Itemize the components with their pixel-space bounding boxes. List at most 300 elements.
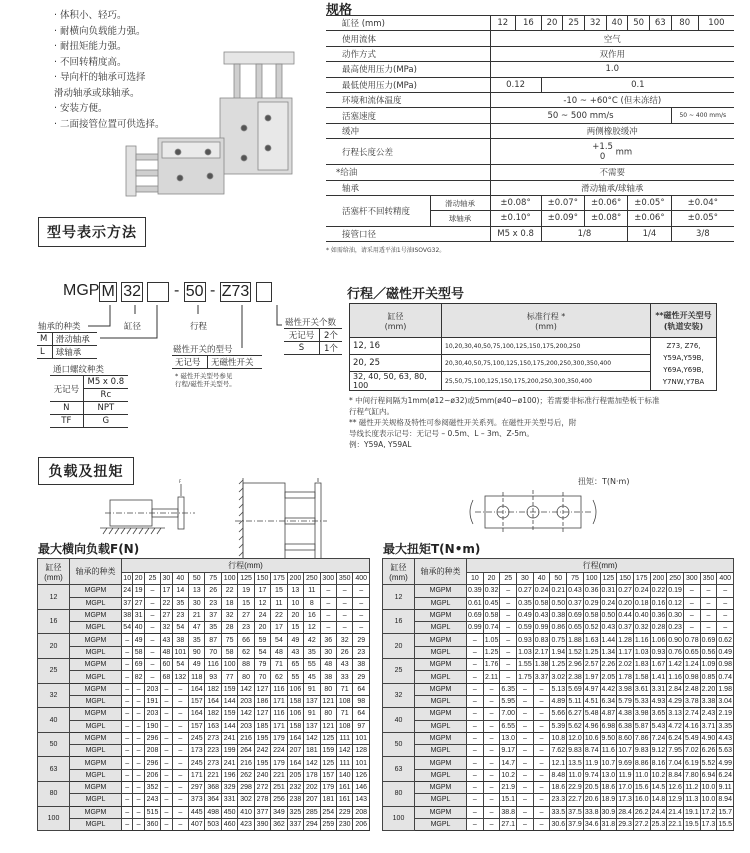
code-count-box — [256, 282, 272, 302]
stroke-col-header: 30 — [517, 573, 534, 585]
value-cell: – — [353, 585, 370, 597]
value-cell: 35 — [172, 597, 188, 609]
value-cell: 82 — [133, 671, 144, 683]
value-cell: 7.62 — [550, 745, 567, 757]
value-cell: – — [320, 585, 336, 597]
lateral-load-table — [37, 558, 370, 831]
table-row — [38, 695, 370, 707]
kind-cell: MGPL — [70, 671, 122, 683]
feature-item: · 体积小、轻巧。 — [54, 10, 127, 21]
value-cell: 8.84 — [667, 769, 684, 781]
value-cell: 2.02 — [617, 659, 634, 671]
value-cell: 161 — [336, 794, 352, 806]
stroke-col-header: 75 — [567, 573, 584, 585]
value-cell: 97 — [353, 720, 370, 732]
value-cell: 3.04 — [717, 695, 734, 707]
value-cell: 4.99 — [717, 757, 734, 769]
value-cell: 125 — [320, 732, 336, 744]
value-cell: 7.95 — [667, 745, 684, 757]
spec-row-cushion: 缓冲 两侧橡胶缓冲 — [326, 123, 734, 138]
value-cell: 111 — [336, 757, 352, 769]
value-cell: 352 — [144, 782, 160, 794]
value-cell: 0.76 — [667, 646, 684, 658]
value-cell: 0.43 — [533, 609, 550, 621]
value-cell: 49 — [287, 634, 303, 646]
value-cell: 1.03 — [633, 646, 650, 658]
value-cell: 23 — [238, 622, 254, 634]
switch-count-title: 磁性开关个数 — [285, 318, 337, 328]
value-cell: 0.59 — [517, 622, 534, 634]
value-cell: 349 — [271, 806, 287, 818]
value-cell: 71 — [336, 708, 352, 720]
value-cell: 0.49 — [717, 646, 734, 658]
value-cell: 4.72 — [667, 720, 684, 732]
value-cell: 10.2 — [500, 769, 517, 781]
value-cell: 181 — [304, 745, 320, 757]
stroke-col-header: 175 — [271, 573, 287, 585]
value-cell: 203 — [144, 708, 160, 720]
value-cell: 1.63 — [583, 634, 600, 646]
value-cell: – — [500, 634, 517, 646]
value-cell: 272 — [254, 782, 270, 794]
value-cell: 5.39 — [550, 720, 567, 732]
value-cell: 30 — [189, 597, 205, 609]
value-cell: 15.5 — [717, 818, 734, 830]
value-cell: – — [483, 782, 500, 794]
value-cell: – — [517, 708, 534, 720]
value-cell: 5.48 — [583, 708, 600, 720]
value-cell: – — [717, 622, 734, 634]
value-cell: 11.0 — [567, 769, 584, 781]
header-stroke: 行程(mm) — [467, 559, 734, 573]
value-cell: 245 — [189, 732, 205, 744]
value-cell: 4.38 — [617, 708, 634, 720]
value-cell: 3.61 — [633, 683, 650, 695]
kind-cell: MGPL — [415, 818, 467, 830]
kind-cell: MGPL — [415, 671, 467, 683]
value-cell: 55 — [287, 671, 303, 683]
value-cell: 3.71 — [700, 720, 717, 732]
table-row — [38, 818, 370, 830]
value-cell: 11 — [271, 597, 287, 609]
value-cell: 0.24 — [533, 585, 550, 597]
table-row — [38, 720, 370, 732]
value-cell: 0.20 — [617, 597, 634, 609]
value-cell: 0.69 — [700, 634, 717, 646]
value-cell: 0.58 — [583, 609, 600, 621]
bore-cell: 40 — [383, 708, 415, 733]
value-cell: – — [500, 622, 517, 634]
value-cell: 1.52 — [567, 646, 584, 658]
torque-diagram-label: 扭矩：T(N·m) — [578, 477, 630, 486]
value-cell: 229 — [336, 806, 352, 818]
kind-cell: MGPM — [415, 757, 467, 769]
value-cell: 0.32 — [483, 585, 500, 597]
value-cell: 0.36 — [650, 609, 667, 621]
value-cell: 33 — [336, 671, 352, 683]
value-cell: – — [336, 622, 352, 634]
value-cell: 19 — [133, 585, 144, 597]
table-row — [38, 634, 370, 646]
value-cell: 230 — [336, 818, 352, 830]
value-cell: 55 — [304, 659, 320, 671]
value-cell: – — [336, 609, 352, 621]
table-row — [383, 757, 734, 769]
table-row — [38, 597, 370, 609]
value-cell: 9.17 — [500, 745, 517, 757]
kind-cell: MGPM — [70, 683, 122, 695]
value-cell: 19.1 — [683, 806, 700, 818]
stroke-label: 行程 — [190, 322, 208, 332]
value-cell: 22 — [221, 585, 237, 597]
value-cell: 179 — [271, 757, 287, 769]
value-cell: 106 — [287, 683, 303, 695]
value-cell: 54 — [271, 634, 287, 646]
value-cell: 164 — [287, 757, 303, 769]
value-cell: 0.93 — [650, 646, 667, 658]
value-cell: 58 — [133, 646, 144, 658]
value-cell: – — [533, 683, 550, 695]
value-cell: 10.0 — [700, 782, 717, 794]
value-cell: 0.58 — [533, 597, 550, 609]
value-cell: 4.89 — [550, 695, 567, 707]
value-cell: 116 — [271, 708, 287, 720]
value-cell: 241 — [221, 732, 237, 744]
value-cell: 20 — [254, 622, 270, 634]
value-cell: 10 — [287, 597, 303, 609]
value-cell: 3.98 — [617, 683, 634, 695]
value-cell: 1.09 — [700, 659, 717, 671]
value-cell: 0.98 — [683, 671, 700, 683]
stroke-col-header: 125 — [600, 573, 617, 585]
value-cell: 0.99 — [467, 622, 484, 634]
value-cell: 0.45 — [483, 597, 500, 609]
value-cell: 3.35 — [717, 720, 734, 732]
value-cell: 12 — [304, 622, 320, 634]
kind-cell: MGPL — [70, 695, 122, 707]
stroke-col-header: 10 — [122, 573, 133, 585]
stroke-col-header: 30 — [161, 573, 172, 585]
kind-cell: MGPM — [415, 585, 467, 597]
value-cell: 23 — [353, 646, 370, 658]
stroke-col-header: 400 — [353, 573, 370, 585]
value-cell: 4.97 — [583, 683, 600, 695]
value-cell: – — [320, 622, 336, 634]
value-cell: 0.90 — [667, 634, 684, 646]
value-cell: – — [133, 708, 144, 720]
value-cell: – — [122, 794, 133, 806]
stroke-switch-title: 行程／磁性开关型号 — [347, 287, 465, 302]
value-cell: – — [172, 745, 188, 757]
header-bore: 缸径 (mm) — [383, 559, 415, 585]
value-cell: – — [467, 646, 484, 658]
header-kind: 轴承的种类 — [415, 559, 467, 585]
value-cell: 1.05 — [483, 634, 500, 646]
value-cell: – — [161, 745, 172, 757]
value-cell: 298 — [238, 782, 254, 794]
value-cell: 221 — [205, 769, 221, 781]
bore-cell: 20 — [38, 634, 70, 659]
table-row — [38, 732, 370, 744]
value-cell: 0.22 — [650, 585, 667, 597]
value-cell: 206 — [144, 769, 160, 781]
value-cell: 3.78 — [683, 695, 700, 707]
value-cell: 0.52 — [583, 622, 600, 634]
value-cell: – — [122, 671, 133, 683]
value-cell: 460 — [221, 818, 237, 830]
value-cell: 54 — [172, 622, 188, 634]
value-cell: 0.75 — [550, 634, 567, 646]
value-cell: 106 — [287, 708, 303, 720]
value-cell: 173 — [189, 745, 205, 757]
value-cell: – — [700, 585, 717, 597]
value-cell: – — [533, 745, 550, 757]
value-cell: 116 — [271, 683, 287, 695]
value-cell: – — [533, 732, 550, 744]
value-cell: 13.0 — [600, 769, 617, 781]
value-cell: 0.49 — [517, 609, 534, 621]
value-cell: 1.83 — [633, 659, 650, 671]
value-cell: 26 — [205, 585, 221, 597]
value-cell: 126 — [353, 769, 370, 781]
value-cell: 1.25 — [550, 659, 567, 671]
spec-row-min-pressure: 最低使用压力(MPa) 0.12 0.1 — [326, 77, 734, 92]
value-cell: – — [122, 683, 133, 695]
stroke-col-header: 150 — [254, 573, 270, 585]
bore-cell: 63 — [383, 757, 415, 782]
value-cell: 59 — [254, 634, 270, 646]
tol-lower: 0 — [599, 151, 606, 162]
value-cell: 28.4 — [617, 806, 634, 818]
table-row — [383, 683, 734, 695]
value-cell: 208 — [144, 745, 160, 757]
value-cell: 48 — [271, 646, 287, 658]
value-cell: 27 — [238, 609, 254, 621]
bore-cell: 25 — [38, 659, 70, 684]
value-cell: 1.38 — [533, 659, 550, 671]
value-cell: 30.9 — [600, 806, 617, 818]
value-cell: 1.17 — [617, 646, 634, 658]
value-cell: 27.2 — [633, 818, 650, 830]
value-cell: 38 — [353, 659, 370, 671]
value-cell: 0.74 — [483, 622, 500, 634]
value-cell: – — [467, 794, 484, 806]
value-cell: 4.87 — [600, 708, 617, 720]
value-cell: 0.39 — [467, 585, 484, 597]
value-cell: – — [133, 818, 144, 830]
value-cell: – — [683, 622, 700, 634]
value-cell: 144 — [221, 695, 237, 707]
stroke-row: 12, 16 10,20,30,40,50,75,100,125,150,175,200,250 Z73, Z76, Y59A,Y59B, Y69A,Y69B, Y7NW,Y7BA — [350, 338, 717, 355]
value-cell: – — [133, 745, 144, 757]
value-cell: 0.99 — [533, 622, 550, 634]
value-cell: – — [122, 732, 133, 744]
value-cell: – — [500, 597, 517, 609]
value-cell: – — [144, 609, 160, 621]
switch-models: Z73, Z76, Y59A,Y59B, Y69A,Y69B, Y7NW,Y7BA — [651, 338, 717, 391]
value-cell: 9.83 — [567, 745, 584, 757]
stroke-col-header: 25 — [144, 573, 160, 585]
value-cell: 64 — [353, 708, 370, 720]
value-cell: – — [172, 683, 188, 695]
value-cell: 163 — [205, 720, 221, 732]
kind-cell: MGPL — [70, 794, 122, 806]
port-thread-title: 通口螺纹种类 — [53, 365, 105, 375]
value-cell: 329 — [221, 782, 237, 794]
kind-cell: MGPM — [70, 782, 122, 794]
value-cell: – — [533, 757, 550, 769]
spec-row-speed: 活塞速度 50 ~ 500 mm/s 50 ~ 400 mm/s — [326, 108, 734, 123]
value-cell: – — [467, 695, 484, 707]
value-cell: 22 — [271, 609, 287, 621]
value-cell: 0.50 — [550, 597, 567, 609]
value-cell: 121 — [320, 695, 336, 707]
value-cell: 1.06 — [650, 634, 667, 646]
value-cell: 20 — [287, 609, 303, 621]
spec-row-bore: 缸径 (mm) 12 16 20 25 32 40 50 63 80 100 — [326, 16, 734, 31]
value-cell: 19.5 — [683, 818, 700, 830]
value-cell: 33.8 — [583, 806, 600, 818]
value-cell: 48 — [161, 646, 172, 658]
value-cell: – — [144, 622, 160, 634]
value-cell: 142 — [238, 683, 254, 695]
value-cell: – — [133, 720, 144, 732]
stroke-col-header: 20 — [133, 573, 144, 585]
kind-cell: MGPM — [415, 683, 467, 695]
table-row — [383, 782, 734, 794]
value-cell: 1.94 — [550, 646, 567, 658]
value-cell: 164 — [287, 732, 303, 744]
value-cell: 3.31 — [650, 683, 667, 695]
value-cell: 144 — [221, 720, 237, 732]
value-cell: 2.57 — [583, 659, 600, 671]
value-cell: – — [161, 708, 172, 720]
value-cell: 241 — [221, 757, 237, 769]
value-cell: – — [467, 708, 484, 720]
value-cell: 498 — [205, 806, 221, 818]
value-cell: 0.61 — [467, 597, 484, 609]
stroke-col-header: 300 — [683, 573, 700, 585]
value-cell: 108 — [336, 695, 352, 707]
stroke-col-header: 150 — [617, 573, 634, 585]
value-cell: 159 — [221, 708, 237, 720]
stroke-col-header: 300 — [320, 573, 336, 585]
torque-diagram — [463, 488, 613, 538]
value-cell: 203 — [144, 683, 160, 695]
value-cell: 26.2 — [633, 806, 650, 818]
bore-cell: 40 — [38, 708, 70, 733]
value-cell: 2.38 — [567, 671, 584, 683]
value-cell: 1.42 — [667, 659, 684, 671]
value-cell: – — [172, 794, 188, 806]
value-cell: 128 — [353, 745, 370, 757]
stroke-row: 20, 25 20,30,40,50,75,100,125,150,175,200,250,300,350,400 — [350, 355, 717, 372]
value-cell: 273 — [205, 732, 221, 744]
value-cell: 142 — [304, 757, 320, 769]
kind-cell: MGPM — [415, 732, 467, 744]
value-cell: 15.6 — [633, 782, 650, 794]
value-cell: 18.6 — [600, 782, 617, 794]
value-cell: – — [161, 732, 172, 744]
value-cell: 0.74 — [717, 671, 734, 683]
value-cell: 243 — [144, 794, 160, 806]
value-cell: – — [144, 671, 160, 683]
value-cell: 8 — [304, 597, 320, 609]
value-cell: 10.7 — [600, 757, 617, 769]
kind-cell: MGPL — [415, 597, 467, 609]
value-cell: – — [133, 732, 144, 744]
value-cell: – — [683, 597, 700, 609]
bore-cell: 12 — [38, 585, 70, 610]
value-cell: 49 — [189, 659, 205, 671]
value-cell: – — [483, 806, 500, 818]
table-row — [383, 659, 734, 671]
value-cell: 181 — [320, 794, 336, 806]
value-cell: 13.5 — [567, 757, 584, 769]
spec-row-port: 接管口径 M5 x 0.8 1/8 1/4 3/8 — [326, 226, 734, 241]
value-cell: 137 — [304, 720, 320, 732]
value-cell: 79 — [254, 659, 270, 671]
value-cell: 3.13 — [667, 708, 684, 720]
value-cell: 32 — [336, 634, 352, 646]
value-cell: 5.87 — [633, 720, 650, 732]
cylinder-upright — [220, 52, 294, 174]
stroke-col-header: 100 — [221, 573, 237, 585]
value-cell: 0.93 — [517, 634, 534, 646]
value-cell: 6.19 — [683, 757, 700, 769]
table-row — [383, 794, 734, 806]
value-cell: – — [533, 708, 550, 720]
kind-cell: MGPM — [70, 806, 122, 818]
value-cell: 15 — [271, 585, 287, 597]
value-cell: 0.78 — [683, 634, 700, 646]
value-cell: 23.3 — [550, 794, 567, 806]
value-cell: 195 — [254, 732, 270, 744]
bore-cell: 100 — [38, 806, 70, 831]
value-cell: – — [122, 646, 133, 658]
value-cell: – — [172, 757, 188, 769]
kind-cell: MGPL — [415, 794, 467, 806]
value-cell: 4.93 — [650, 695, 667, 707]
value-cell: 0.43 — [600, 622, 617, 634]
value-cell: – — [717, 585, 734, 597]
spec-row-max-pressure: 最高使用压力(MPa) 1.0 — [326, 62, 734, 77]
value-cell: – — [533, 806, 550, 818]
tol-unit: mm — [615, 147, 633, 158]
bore-label: 缸径 — [124, 322, 142, 332]
value-cell: 360 — [144, 818, 160, 830]
bore-cell: 12 — [383, 585, 415, 610]
value-cell: 17.3 — [700, 818, 717, 830]
value-cell: 77 — [221, 671, 237, 683]
value-cell: – — [467, 806, 484, 818]
value-cell: 0.37 — [567, 597, 584, 609]
value-cell: – — [483, 683, 500, 695]
value-cell: – — [517, 806, 534, 818]
stroke-col-header: 50 — [550, 573, 567, 585]
value-cell: 1.41 — [650, 671, 667, 683]
value-cell: 62 — [238, 646, 254, 658]
value-cell: 11.0 — [633, 769, 650, 781]
value-cell: – — [144, 646, 160, 658]
bore-cell: 32 — [38, 683, 70, 708]
table-row — [383, 671, 734, 683]
value-cell: – — [700, 597, 717, 609]
switch-note: * 磁性开关型号参见 行程/磁性开关型号。 — [175, 372, 236, 388]
value-cell: – — [122, 782, 133, 794]
spec-row-bearing: 轴承 滑动轴承/球轴承 — [326, 180, 734, 195]
header-bore: 缸径 (mm) — [38, 559, 70, 585]
